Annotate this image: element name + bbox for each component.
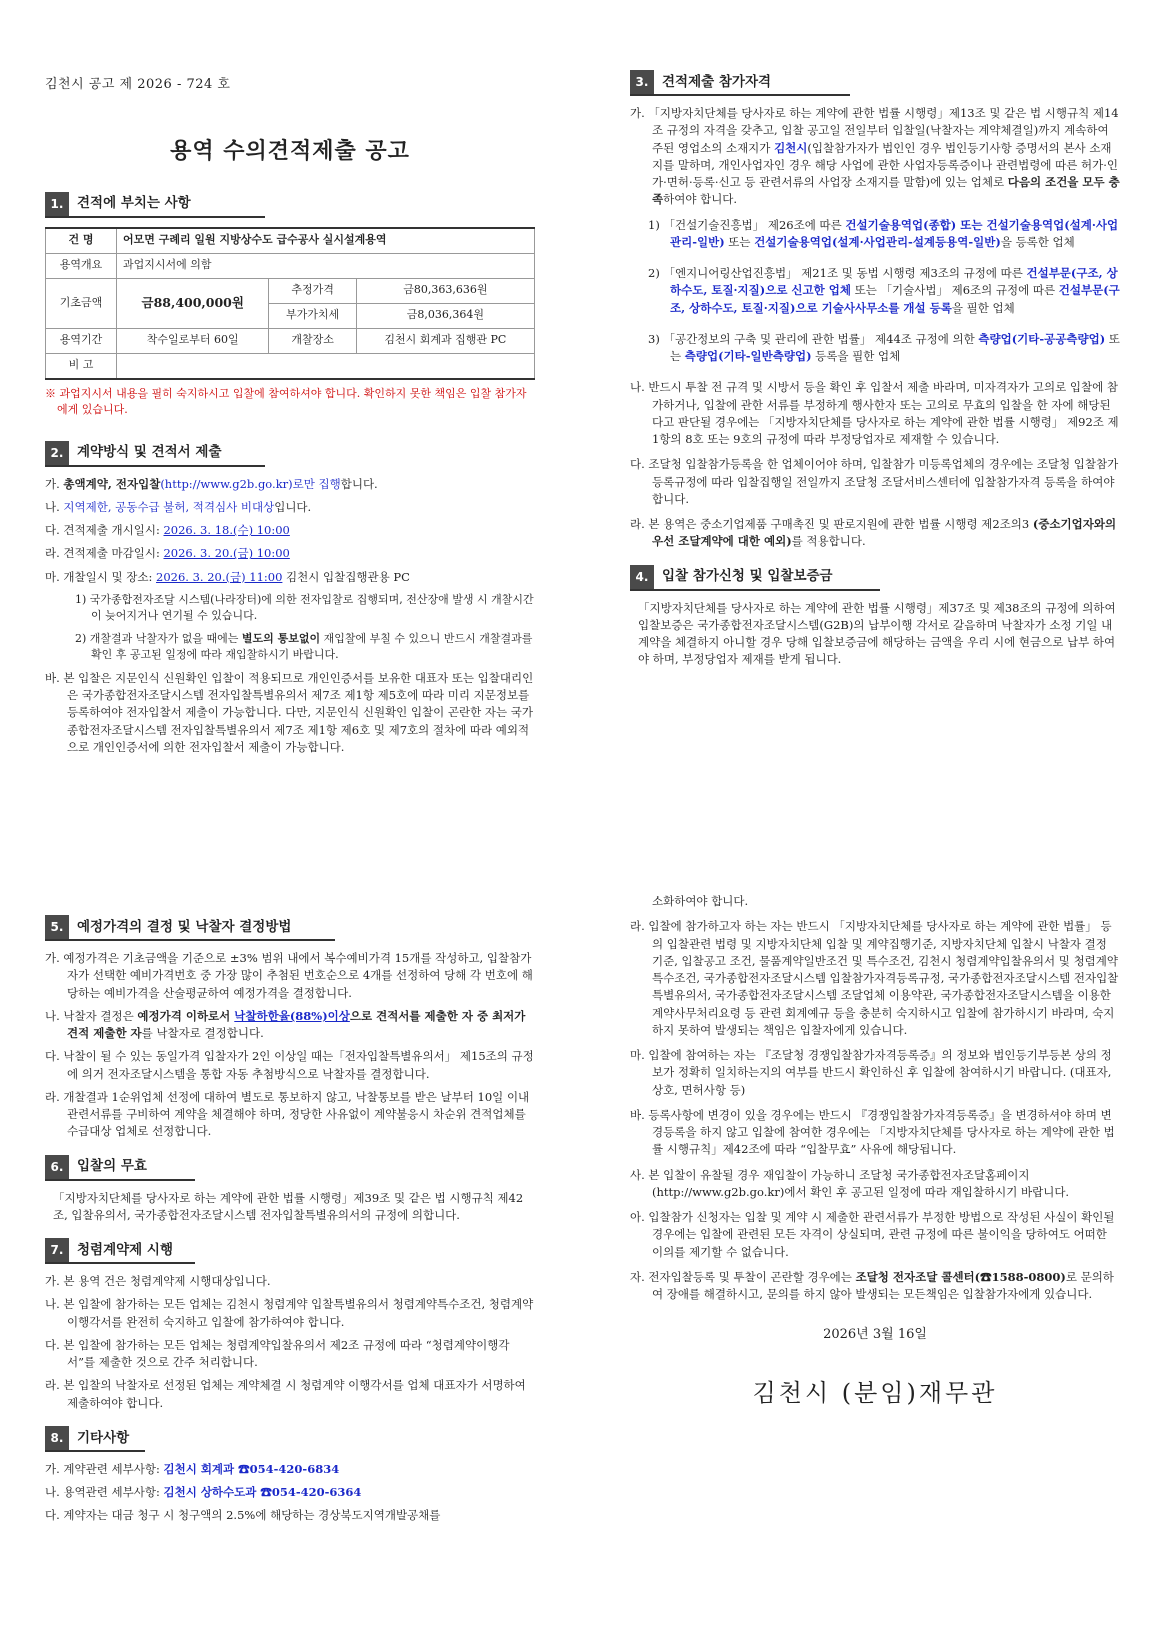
right-top-column	[630, 70, 1120, 673]
item-ra: 라. 견적제출 마감일시: 2026. 3. 20.(금) 10:00	[45, 546, 290, 561]
section-title: 견적에 부치는 사항	[77, 195, 191, 212]
table-row	[46, 253, 535, 278]
section-title: 예정가격의 결정 및 낙찰자 결정방법	[77, 918, 292, 935]
section-number: 5.	[45, 915, 69, 939]
section-2-header	[45, 441, 265, 467]
name-label: 건 명	[46, 228, 117, 254]
item-ga: 가. 예정가격은 기초금액을 기준으로 ±3% 범위 내에서 복수예비가격 15개를 작성하고, 입찰참가자가 선택한 예비가격번호 중 가장 많이 추첨된 번호순으로 4개를 선정하여 당해 각 번호에 해당하는 예비가격을 산술평균하여 예정가격을 결정합니다.	[45, 951, 533, 1000]
section-number: 7.	[45, 1238, 69, 1262]
section-number: 3.	[630, 70, 654, 94]
table-row	[46, 228, 535, 254]
vat-label: 부가가치세	[269, 303, 356, 328]
sub-item-2: 2) 「엔지니어링산업진흥법」 제21조 및 동법 시행령 제3조의 규정에 따른 건설부문(구조, 상하수도, 토질·지질)으로 신고한 업체 또는 「기술사법」 제6조의 규정에 따른 건설부문(구조, 상하수도, 토질·지질)으로 기술사사무소를 개설 등록을 필한 업체	[648, 266, 1120, 315]
item-sa: 사. 본 입찰이 유찰될 경우 재입찰이 가능하니 조달청 국가종합전자조달홈페이지 (http://www.g2b.go.kr)에서 확인 후 공고된 일정에 따라 재입찰하시기 바랍니다.	[630, 1167, 1070, 1199]
section-7-header	[45, 1238, 195, 1264]
table-row	[46, 328, 535, 353]
item-na: 나. 낙찰자 결정은 예정가격 이하로서 낙찰하한율(88%)이상으로 견적서를 제출한 자 중 최저가 견적 제출한 자를 낙찰자로 결정합니다.	[45, 1008, 526, 1040]
warning-note: ※ 과업지시서 내용을 필히 숙지하시고 입찰에 참여하셔야 합니다. 확인하지 못한 책임은 입찰 참가자에게 있습니다.	[45, 386, 527, 416]
section-8-header	[45, 1426, 145, 1452]
place-value: 김천시 회계과 집행관 PC	[356, 328, 534, 353]
sub-item-1: 1) 「건설기술진흥법」 제26조에 따른 건설기술용역업(종합) 또는 건설기술용역업(설계·사업관리-일반) 또는 건설기술용역업(설계·사업관리-설계등용역-일반)을 등록한 업체	[648, 217, 1119, 249]
item-ja: 자. 전자입찰등록 및 투찰이 곤란할 경우에는 조달청 전자조달 콜센터(☎1588-0800)로 문의하여 장애를 해결하시고, 문의를 하지 않아 발생되는 모든책임은 입찰참가자에게 있습니다.	[630, 1269, 1114, 1301]
outline-value: 과업지시서에 의함	[117, 253, 535, 278]
item-ra: 라. 본 용역은 중소기업제품 구매촉진 및 판로지원에 관한 법률 시행령 제2조의3 (중소기업자와의 우선 조달계약에 대한 예외)를 적용합니다.	[630, 517, 1117, 549]
item-na: 나. 본 입찰에 참가하는 모든 업체는 김천시 청렴계약 입찰특별유의서 청렴계약특수조건, 청렴계약 이행각서를 완전히 숙지하고 입찰에 참가하여야 합니다.	[45, 1297, 534, 1329]
period-value: 착수일로부터 60일	[117, 328, 269, 353]
section-number: 8.	[45, 1426, 69, 1450]
section-title: 기타사항	[77, 1429, 130, 1446]
item-da: 다. 계약자는 대금 청구 시 청구액의 2.5%에 해당하는 경상북도지역개발공채를	[45, 1508, 441, 1523]
base-value: 금88,400,000원	[117, 278, 269, 328]
outline-label: 용역개요	[46, 253, 117, 278]
section-6-body: 「지방자치단체를 당사자로 하는 계약에 관한 법률 시행령」제39조 및 같은 법 시행규칙 제42조, 입찰유의서, 국가종합전자조달시스템 전자입찰특별유의서의 규정에 의합니다.	[53, 1190, 524, 1222]
section-4-header	[630, 565, 880, 591]
section-6-header	[45, 1155, 195, 1181]
signer: 김천시 (분임)재무관	[752, 1378, 998, 1407]
item-ra: 라. 입찰에 참가하고자 하는 자는 반드시 「지방자치단체를 당사자로 하는 계약에 관한 법률」 등의 입찰관련 법령 및 지방자치단체 입찰 및 계약집행기준, 지방자치단체 입찰시 낙찰자 결정 기준, 입찰공고 조건, 물품계약일반조건 및 특수조건, 김천시 청렴계약입찰유의서 및 청렴계약특수조건, 국가종합전자조달시스템 입찰참가자격등록규정, 국가종합전자조달시스템 전자입찰특별유의서, 국가종합전자조달시스템 조달업체 이용약관, 국가종합전자조달시스템을 이용한 계약사무처리요령 등 관련 회계예규 등을 충분히 숙지하시고 입찰에 참가하시기 바라며, 숙지하지 못하여 발생되는 책임은 입찰자에게 있습니다.	[630, 919, 1119, 1037]
section-title: 청렴계약제 시행	[77, 1241, 173, 1258]
item-ra: 라. 본 입찰의 낙찰자로 선정된 업체는 계약체결 시 청렴계약 이행각서를 업체 대표자가 서명하여 제출하여야 합니다.	[45, 1378, 526, 1410]
section-4-body: 「지방자치단체를 당사자로 하는 계약에 관한 법률 시행령」제37조 및 제38조의 규정에 의하여 입찰보증은 국가종합전자조달시스템(G2B)의 납부이행 각서로 갈음하며 낙찰자가 소정 기일 내 계약을 체결하지 아니할 경우 당해 입찰보증금에 해당하는 금액을 우리 시에 현금으로 납부 하여야 하며, 부정당업자 제재를 받게 됩니다.	[638, 600, 1116, 667]
section-number: 1.	[45, 192, 69, 216]
sub-item-3: 3) 「공간정보의 구축 및 관리에 관한 법률」 제44조 규정에 의한 측량업(기타-공공측량업) 또는 측량업(기타-일반측량업) 등록을 필한 업체	[648, 331, 1120, 363]
vat-value: 금8,036,364원	[356, 303, 534, 328]
place-label: 개찰장소	[269, 328, 356, 353]
note-label: 비 고	[46, 353, 117, 379]
section-1-header	[45, 192, 265, 218]
item-da: 다. 본 입찰에 참가하는 모든 업체는 청렴계약입찰유의서 제2조 규정에 따라 “청렴계약이행각서”를 제출한 것으로 간주 처리합니다.	[45, 1337, 510, 1369]
period-label: 용역기간	[46, 328, 117, 353]
item-ba: 바. 등록사항에 변경이 있을 경우에는 반드시 『경쟁입찰참가자격등록증』을 변경하셔야 하며 변경등록을 하지 않고 입찰에 참여한 경우에는 「지방자치단체를 당사자로 하는 계약에 관한 법률 시행규칙」제42조에 따라 “입찰무효” 사유에 해당됩니다.	[630, 1107, 1115, 1157]
item-na: 나. 지역제한, 공동수급 불허, 적격심사 비대상입니다.	[45, 499, 312, 514]
section-title: 입찰의 무효	[77, 1158, 147, 1175]
bid-info-table	[45, 227, 535, 380]
item-a: 아. 입찰참가 신청자는 입찰 및 계약 시 제출한 관련서류가 부정한 방법으로 작성된 사실이 확인될 경우에는 입찰에 관련된 모든 자격이 상실되며, 관련 규정에 따른 불이익을 당하여도 어떠한 이의를 제기할 수 없습니다.	[630, 1210, 1115, 1259]
section-number: 6.	[45, 1155, 69, 1179]
item-ga: 가. 「지방자치단체를 당사자로 하는 계약에 관한 법률 시행령」제13조 및 같은 법 시행규칙 제14조 규정의 자격을 갖추고, 입찰 공고일 전일부터 입찰일(낙찰자는 계약체결일)까지 계속하여 주된 영업소의 소재지가 김천시(입찰참가자가 법인인 경우 법인등기사항 증명서의 본사 소재지를 말하며, 개인사업자인 경우 해당 사업에 관한 사업자등록증이나 관련법령에 따른 허가·인가·면허·등록·신고 등 관련서류의 사업장 소재지를 말함)에 있는 업체로 다음의 조건을 모두 충족하여야 합니다.	[630, 106, 1120, 207]
right-bottom-column	[630, 893, 1120, 1411]
sub-item-1: 1) 국가종합전자조달 시스템(나라장터)에 의한 전자입찰로 집행되며, 전산장애 발생 시 개찰시간이 늦어지거나 연기될 수 있습니다.	[75, 592, 534, 623]
section-title: 계약방식 및 견적서 제출	[77, 444, 222, 461]
sub-item-2: 2) 개찰결과 낙찰자가 없을 때에는 별도의 통보없이 재입찰에 부칠 수 있으니 반드시 개찰결과를 확인 후 공고된 일정에 따라 재입찰하시기 바랍니다.	[75, 631, 533, 662]
section-title: 견적제출 참가자격	[662, 73, 772, 90]
item-ma: 마. 개찰일시 및 장소: 2026. 3. 20.(금) 11:00 김천시 입찰집행관용 PC	[45, 569, 410, 584]
section-number: 4.	[630, 565, 654, 589]
left-top-column	[45, 75, 535, 762]
continued-text: 소화하여야 합니다.	[652, 894, 749, 908]
item-ga: 가. 본 용역 건은 청렴계약제 시행대상입니다.	[45, 1274, 271, 1288]
item-da: 다. 견적제출 개시일시: 2026. 3. 18.(수) 10:00	[45, 523, 290, 537]
notice-date: 2026년 3월 16일	[823, 1327, 927, 1343]
item-da: 다. 낙찰이 될 수 있는 동일가격 입찰자가 2인 이상일 때는「전자입찰특별유의서」 제15조의 규정에 의거 전자조달시스템을 통합 자동 추첨방식으로 낙찰자를 결정합니다.	[45, 1049, 534, 1081]
section-title: 입찰 참가신청 및 입찰보증금	[662, 568, 833, 585]
table-row	[46, 353, 535, 379]
section-number: 2.	[45, 441, 69, 465]
est-value: 금80,363,636원	[356, 278, 534, 303]
section-3-header	[630, 70, 850, 96]
item-ba: 바. 본 입찰은 지문인식 신원확인 입찰이 적용되므로 개인인증서를 보유한 대표자 또는 입찰대리인은 국가종합전자조달시스템 전자입찰특별유의서 제7조 제1항 제5호에 따라 미리 지문정보를 등록하여야 전자입찰서 제출이 가능합니다. 다만, 지문인식 신원확인 입찰이 곤란한 자는 국가종합전자조달시스템 전자입찰특별유의서 제7조 제1항 제6호 및 제7호의 절차에 따라 예외적으로 개인인증서에 의한 전자입찰서 제출이 가능합니다.	[45, 670, 534, 754]
note-value	[117, 353, 535, 379]
item-da: 다. 조달청 입찰참가등록을 한 업체이어야 하며, 입찰참가 미등록업체의 경우에는 조달청 입찰참가등록규정에 따라 입찰집행일 전일까지 조달청 조달서비스센터에 입찰참가자격 등록을 하여야 합니다.	[630, 457, 1119, 506]
item-na: 나. 반드시 투찰 전 규격 및 시방서 등을 확인 후 입찰서 제출 바라며, 미자격자가 고의로 입찰에 참가하거나, 입찰에 관한 서류를 부정하게 행사한자 또는 고의로 무효의 입찰을 한 자에 해당된다고 판단될 경우에는 「지방자치단체를 당사자로 하는 계약에 관한 법률 시행령」 제92조 제1항의 8호 또는 9호의 규정에 따라 부정당업자로 제재할 수 있습니다.	[630, 380, 1119, 446]
table-row	[46, 278, 535, 303]
base-label: 기초금액	[46, 278, 117, 328]
item-ma: 마. 입찰에 참여하는 자는 『조달청 경쟁입찰참가자격등록증』의 정보와 법인등기부등본 상의 정보가 정확히 일치하는지의 여부를 반드시 확인하신 후 입찰에 참여하시기 바랍니다. (대표자, 상호, 면허사항 등)	[630, 1048, 1112, 1097]
item-na: 나. 용역관련 세부사항: 김천시 상하수도과 ☎054-420-6364	[45, 1485, 362, 1499]
name-value: 어모면 구례리 일원 지방상수도 급수공사 실시설계용역	[117, 228, 535, 254]
item-ga: 가. 계약관련 세부사항: 김천시 회계과 ☎054-420-6834	[45, 1461, 340, 1476]
item-ga: 가. 총액계약, 전자입찰(http://www.g2b.go.kr)로만 집행합니다.	[45, 476, 378, 491]
section-5-header	[45, 915, 335, 941]
notice-number: 김천시 공고 제 2026 - 724 호	[45, 77, 231, 92]
left-bottom-column	[45, 915, 535, 1531]
document-title: 용역 수의견적제출 공고	[170, 137, 410, 164]
item-ra: 라. 개찰결과 1순위업체 선정에 대하여 별도로 통보하지 않고, 낙찰통보를 받은 날부터 10일 이내 관련서류를 구비하여 계약을 체결해야 하며, 정당한 사유없이 계약불응시 차순위 견적업체를 수급대상 업체로 선정합니다.	[45, 1089, 530, 1139]
est-label: 추정가격	[269, 278, 356, 303]
